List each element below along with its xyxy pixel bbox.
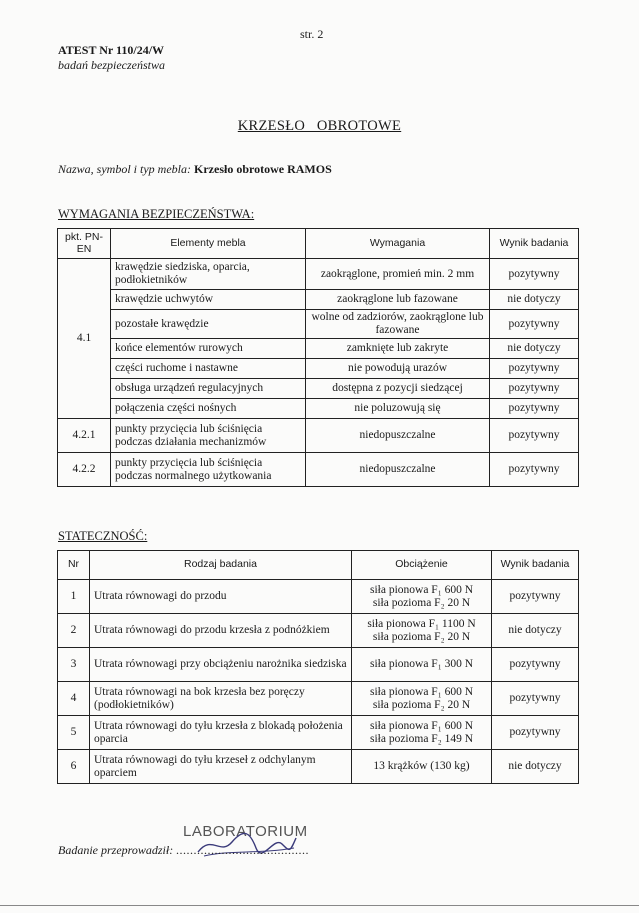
- stability-load: [352, 750, 492, 784]
- bottom-rule: [0, 905, 639, 906]
- stability-load-line1: siła pionowa F₁ 600 N: [369, 583, 474, 596]
- requirement-row: [58, 339, 579, 359]
- stability-load: [352, 580, 492, 614]
- stability-load-line1: siła pionowa F₁ 600 N: [369, 719, 474, 732]
- requirement-row: [58, 379, 579, 399]
- requirement-row: [58, 359, 579, 379]
- stability-nr: 1: [58, 580, 90, 614]
- requirement-text: dostępna z pozycji siedzącej: [306, 379, 490, 399]
- requirement-result: pozytywny: [490, 453, 579, 487]
- signature-label: Badanie przeprowadził:: [58, 843, 174, 857]
- requirement-text: zaokrąglone lub fazowane: [306, 290, 490, 310]
- stability-load-line2: siła pozioma F₂ 20 N: [372, 630, 471, 643]
- requirement-text: wolne od zadziorów, zaokrąglone lub fazowane: [306, 310, 490, 339]
- header-test: Rodzaj badania: [90, 551, 352, 580]
- requirement-result: pozytywny: [490, 399, 579, 419]
- requirement-row: [58, 453, 579, 487]
- stability-result: nie dotyczy: [492, 750, 579, 784]
- header-stab-result: Wynik badania: [492, 551, 579, 580]
- stability-result: pozytywny: [492, 716, 579, 750]
- stability-result: pozytywny: [492, 648, 579, 682]
- requirement-result: pozytywny: [490, 310, 579, 339]
- page-number: str. 2: [300, 27, 324, 41]
- header-result: Wynik badania: [490, 229, 579, 259]
- stability-row: [58, 682, 579, 716]
- stability-load-line2: siła pozioma F₂ 20 N: [372, 698, 471, 711]
- requirement-text: nie poluzowują się: [306, 399, 490, 419]
- header-requirement: Wymagania: [306, 229, 490, 259]
- furniture-name-line: [58, 162, 332, 177]
- requirement-row: [58, 399, 579, 419]
- stability-test: Utrata równowagi do przodu: [90, 580, 352, 614]
- stability-nr: 2: [58, 614, 90, 648]
- requirement-text: zaokrąglone, promień min. 2 mm: [306, 259, 490, 290]
- stability-table: [57, 550, 579, 784]
- stability-test: Utrata równowagi do tyłu krzesła z blokadą położenia oparcia: [90, 716, 352, 750]
- stability-row: [58, 580, 579, 614]
- stability-load-line1: siła pionowa F₁ 1100 N: [367, 617, 476, 630]
- requirement-row: [58, 290, 579, 310]
- stability-test: Utrata równowagi do tyłu krzeseł z odchylanym oparciem: [90, 750, 352, 784]
- stability-load-line2: siła pozioma F₂ 20 N: [372, 596, 471, 609]
- stability-result: pozytywny: [492, 580, 579, 614]
- requirement-text: zamknięte lub zakryte: [306, 339, 490, 359]
- atest-title: ATEST Nr 110/24/W: [58, 43, 165, 57]
- stability-row: [58, 750, 579, 784]
- stability-load: [352, 614, 492, 648]
- stability-load: [352, 648, 492, 682]
- stability-row: [58, 648, 579, 682]
- stability-load-line2: siła pozioma F₂ 149 N: [369, 732, 474, 745]
- stability-nr: 3: [58, 648, 90, 682]
- requirement-row: [58, 419, 579, 453]
- header-load: Obciążenie: [352, 551, 492, 580]
- requirement-text: niedopuszczalne: [306, 453, 490, 487]
- requirement-text: niedopuszczalne: [306, 419, 490, 453]
- requirement-text: nie powodują urazów: [306, 359, 490, 379]
- stability-load-line1: 13 krążków (130 kg): [373, 760, 470, 773]
- requirement-result: pozytywny: [490, 419, 579, 453]
- stability-result: pozytywny: [492, 682, 579, 716]
- requirement-element: krawędzie uchwytów: [111, 290, 306, 310]
- stability-nr: 6: [58, 750, 90, 784]
- stability-nr: 4: [58, 682, 90, 716]
- stability-heading: STATECZNOŚĆ:: [58, 529, 148, 543]
- stability-load-line1: siła pionowa F₁ 600 N: [369, 685, 474, 698]
- stability-row: [58, 614, 579, 648]
- requirement-row: [58, 259, 579, 290]
- furniture-label: Nazwa, symbol i typ mebla:: [58, 162, 191, 176]
- requirement-result: pozytywny: [490, 379, 579, 399]
- requirement-element: pozostałe krawędzie: [111, 310, 306, 339]
- requirement-element: krawędzie siedziska, oparcia, podłokietników: [111, 259, 306, 290]
- requirement-result: nie dotyczy: [490, 339, 579, 359]
- stability-test: Utrata równowagi do przodu krzesła z podnóżkiem: [90, 614, 352, 648]
- requirements-body: [58, 259, 579, 487]
- stability-test: Utrata równowagi na bok krzesła bez poręczy (podłokietników): [90, 682, 352, 716]
- requirement-element: końce elementów rurowych: [111, 339, 306, 359]
- requirement-element: punkty przycięcia lub ściśnięcia podczas działania mechanizmów: [111, 419, 306, 453]
- requirements-table: [57, 228, 579, 487]
- requirement-element: połączenia części nośnych: [111, 399, 306, 419]
- requirement-result: pozytywny: [490, 359, 579, 379]
- atest-subtitle: badań bezpieczeństwa: [58, 58, 165, 72]
- signature-dots: ......................................: [176, 843, 309, 857]
- requirement-pkt: 4.1: [58, 259, 111, 419]
- stability-load: [352, 682, 492, 716]
- header-nr: Nr: [58, 551, 90, 580]
- requirement-element: punkty przycięcia lub ściśnięcia podczas normalnego użytkowania: [111, 453, 306, 487]
- stability-load: [352, 716, 492, 750]
- stability-load-line1: siła pionowa F₁ 300 N: [369, 658, 474, 671]
- stability-test: Utrata równowagi przy obciążeniu narożnika siedziska: [90, 648, 352, 682]
- stability-nr: 5: [58, 716, 90, 750]
- furniture-value: Krzesło obrotowe RAMOS: [194, 162, 332, 176]
- document-title: KRZESŁO OBROTOWE: [237, 118, 402, 134]
- requirement-result: nie dotyczy: [490, 290, 579, 310]
- laboratory-stamp: LABORATORIUM: [183, 823, 308, 840]
- stability-body: [58, 580, 579, 784]
- requirement-pkt: 4.2.1: [58, 419, 111, 453]
- stability-result: nie dotyczy: [492, 614, 579, 648]
- requirement-row: [58, 310, 579, 339]
- requirement-result: pozytywny: [490, 259, 579, 290]
- requirement-element: części ruchome i nastawne: [111, 359, 306, 379]
- header-element: Elementy mebla: [111, 229, 306, 259]
- requirement-element: obsługa urządzeń regulacyjnych: [111, 379, 306, 399]
- header-pkt: pkt. PN-EN: [58, 229, 111, 259]
- stability-row: [58, 716, 579, 750]
- requirement-pkt: 4.2.2: [58, 453, 111, 487]
- requirements-heading: WYMAGANIA BEZPIECZEŃSTWA:: [58, 207, 255, 221]
